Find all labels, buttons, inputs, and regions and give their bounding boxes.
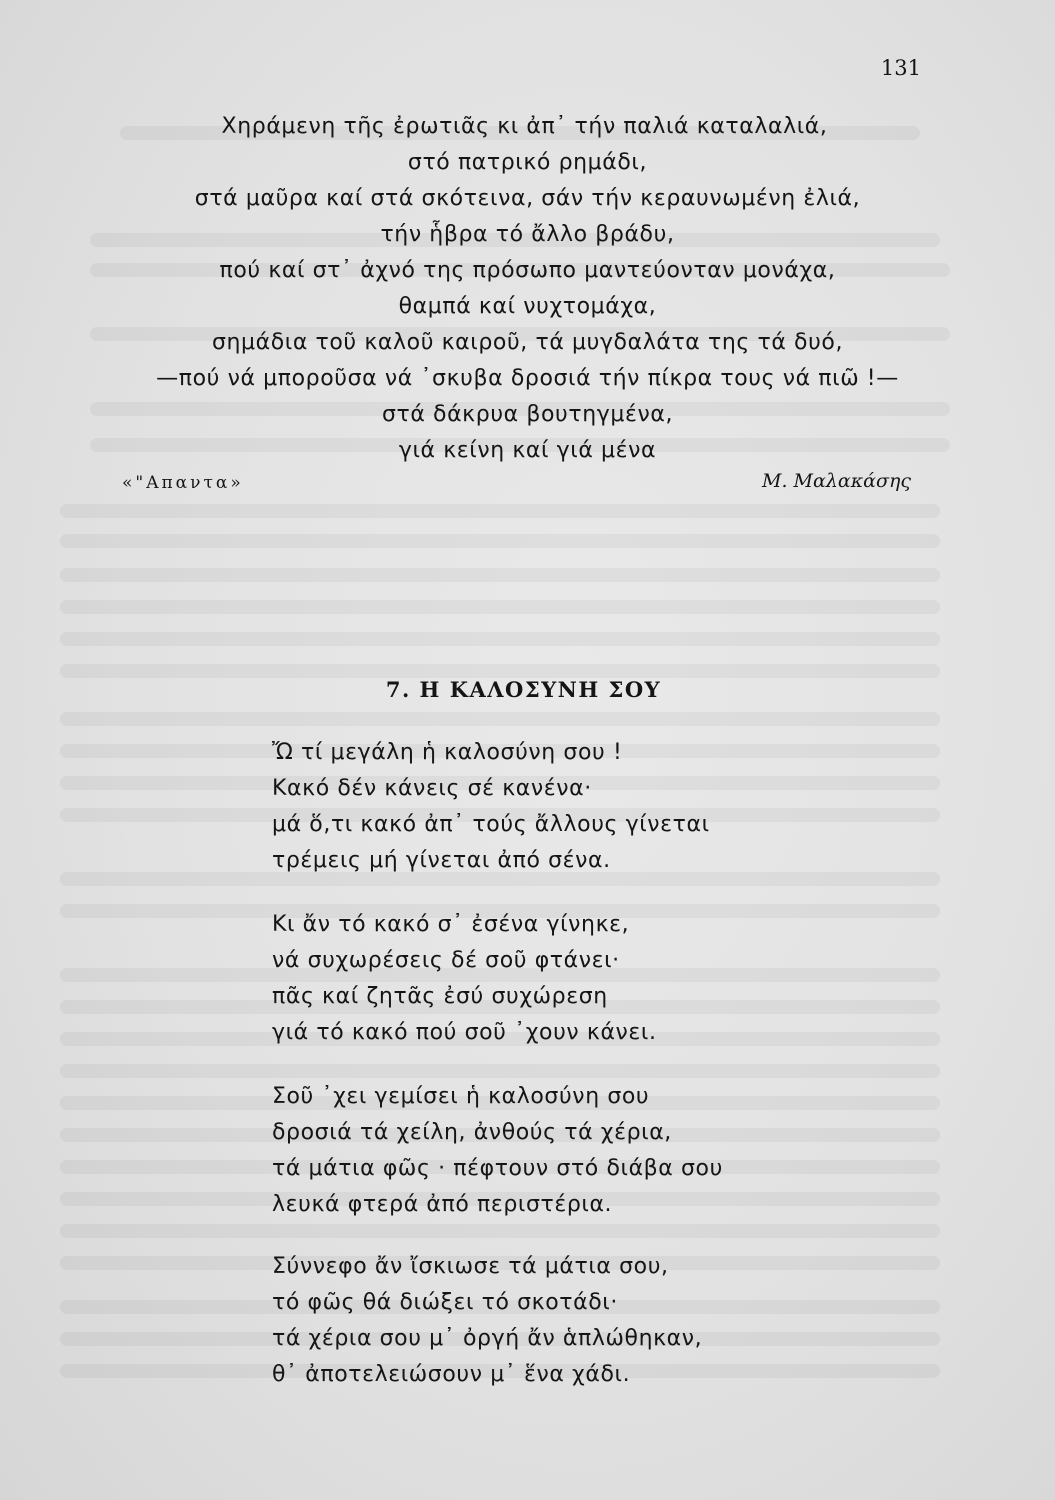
- poem-line: θ᾿ ἀποτελειώσουν μ᾿ ἕνα χάδι.: [272, 1362, 631, 1387]
- poem-line: Χηράμενη τῆς ἐρωτιᾶς κι ἀπ᾿ τήν παλιά καταλαλιά,: [221, 114, 828, 139]
- poem-line: στά δάκρυα βουτηγμένα,: [381, 402, 674, 427]
- section-heading: 7. Η ΚΑΛΟΣΥΝΗ ΣΟΥ: [385, 677, 662, 702]
- poem-line: μά ὅ,τι κακό ἀπ᾿ τούς ἄλλους γίνεται: [272, 812, 710, 837]
- poem-line: στά μαῦρα καί στά σκότεινα, σάν τήν κεραυνωμένη ἐλιά,: [194, 186, 861, 211]
- source-citation: «"Απαντα»: [122, 473, 244, 493]
- poem-line: —πού νά μποροῦσα νά ᾿σκυβα δροσιά τήν πίκρα τους νά πιῶ !—: [156, 366, 899, 391]
- poem-line: Σοῦ ᾿χει γεμίσει ἡ καλοσύνη σου: [272, 1084, 650, 1109]
- poem-line: σημάδια τοῦ καλοῦ καιροῦ, τά μυγδαλάτα της τά δυό,: [211, 330, 844, 355]
- poem-line: τήν ἧβρα τό ἄλλο βράδυ,: [380, 222, 675, 247]
- poem-line: πού καί στ᾿ ἀχνό της πρόσωπο μαντεύονταν μονάχα,: [219, 258, 836, 283]
- poem-line: νά συχωρέσεις δέ σοῦ φτάνει·: [272, 948, 620, 973]
- author-name: Μ. Μαλακάσης: [762, 470, 911, 492]
- poem-line: Σύννεφο ἄν ἴσκιωσε τά μάτια σου,: [272, 1254, 669, 1279]
- poem-line: τά χέρια σου μ᾿ ὀργή ἄν ἁπλώθηκαν,: [272, 1326, 703, 1351]
- poem-line: δροσιά τά χείλη, ἀνθούς τά χέρια,: [272, 1120, 672, 1145]
- poem-line: θαμπά καί νυχτομάχα,: [398, 294, 657, 319]
- poem-line: λευκά φτερά ἀπό περιστέρια.: [272, 1192, 613, 1217]
- poem-line: τά μάτια φῶς · πέφτουν στό διάβα σου: [272, 1156, 723, 1181]
- poem-line: πᾶς καί ζητᾶς ἐσύ συχώρεση: [272, 984, 608, 1009]
- poem-line: τό φῶς θά διώξει τό σκοτάδι·: [272, 1290, 618, 1315]
- poem-line: γιά κείνη καί γιά μένα: [398, 438, 657, 463]
- poem-line: γιά τό κακό πού σοῦ ᾿χουν κάνει.: [272, 1020, 657, 1045]
- poem-line: τρέμεις μή γίνεται ἀπό σένα.: [272, 848, 611, 873]
- poem-line: Κι ἄν τό κακό σ᾿ ἐσένα γίνηκε,: [272, 912, 630, 937]
- poem-line: Ὤ τί μεγάλη ἡ καλοσύνη σου !: [272, 740, 623, 765]
- page-number: 131: [880, 56, 921, 80]
- poem-line: στό πατρικό ρημάδι,: [407, 150, 648, 175]
- poem-line: Κακό δέν κάνεις σέ κανένα·: [272, 776, 592, 801]
